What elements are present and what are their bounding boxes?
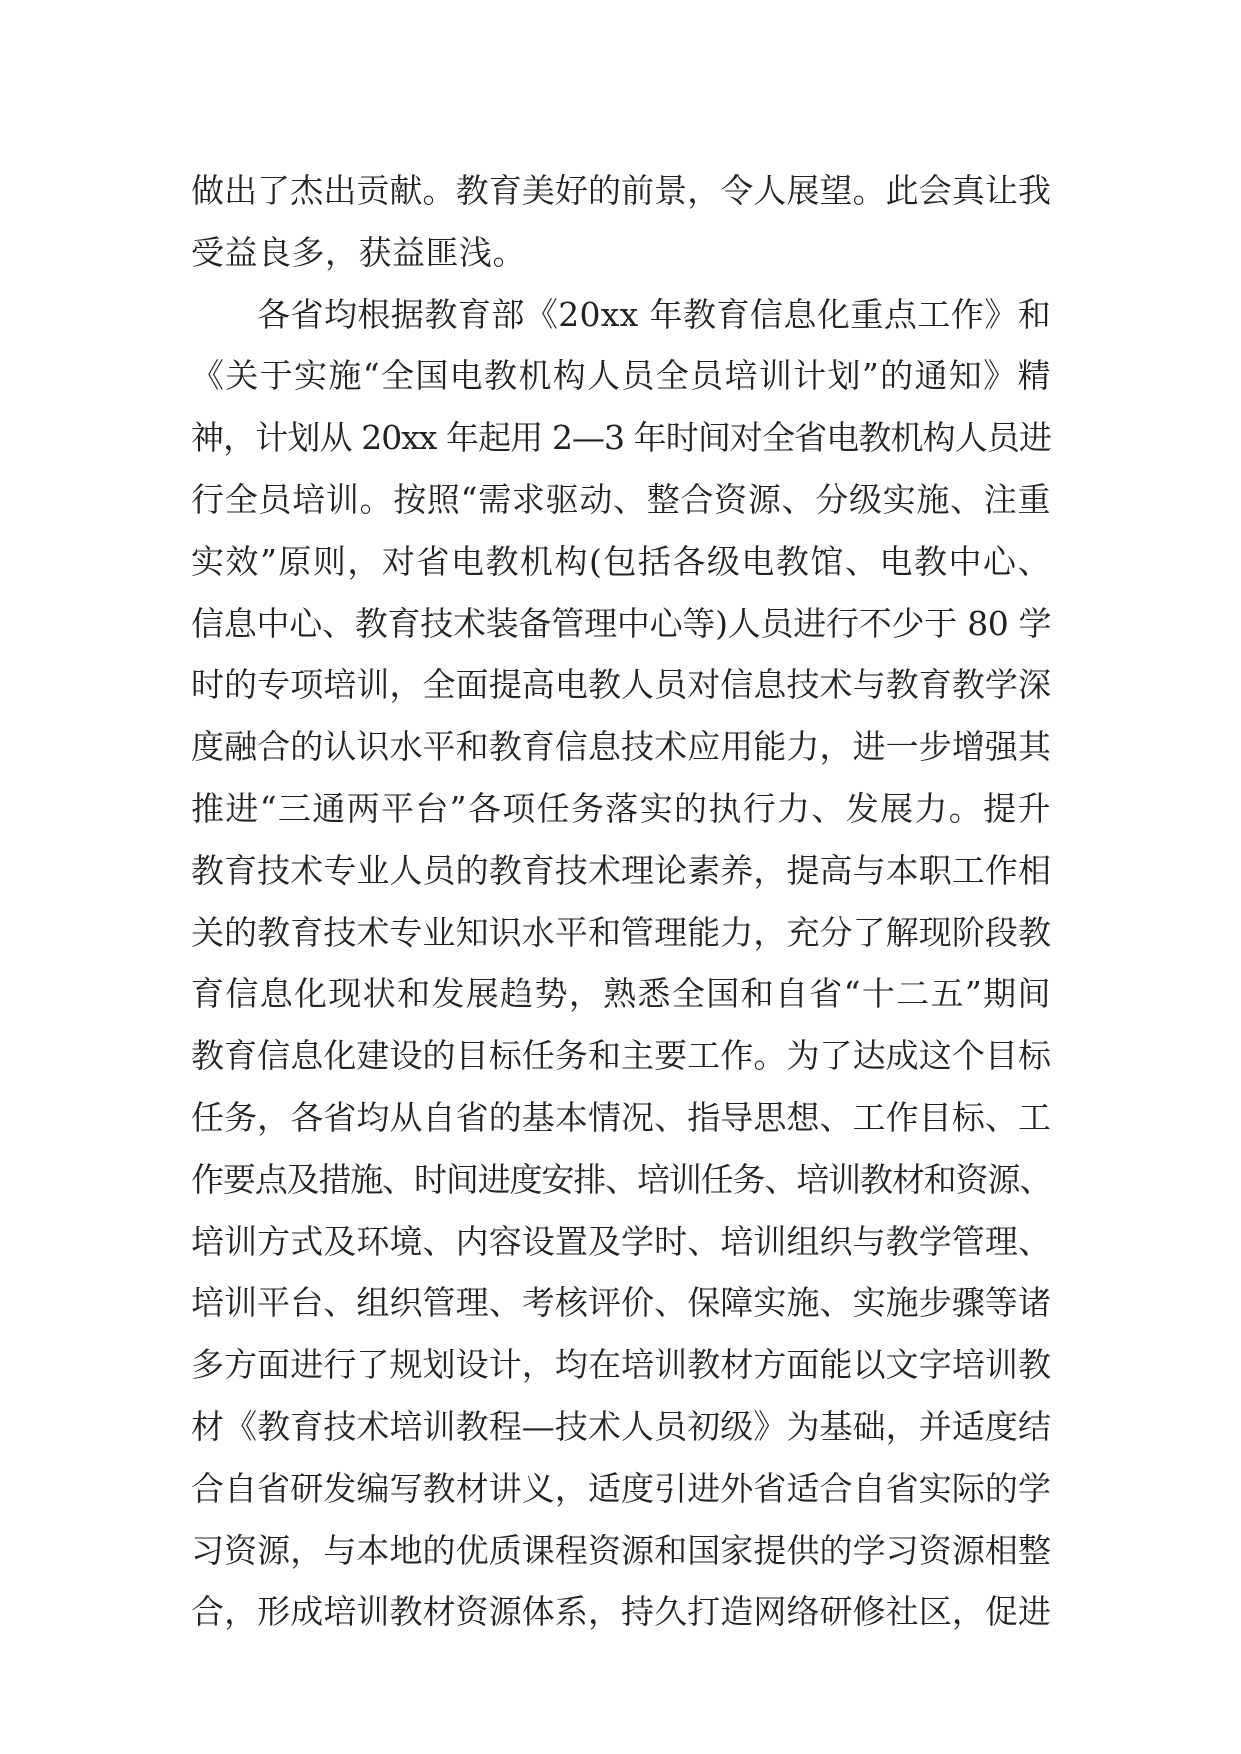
text-line: 受益良多，获益匪浅。 bbox=[191, 232, 526, 272]
text-line: 信息中心、教育技术装备管理中心等)人员进行不少于 80 学 bbox=[191, 603, 1051, 643]
text-line: 时的专项培训，全面提高电教人员对信息技术与教育教学深 bbox=[191, 665, 1051, 705]
text-line: 任务，各省均从自省的基本情况、指导思想、工作目标、工 bbox=[191, 1097, 1051, 1137]
text-line: 培训方式及环境、内容设置及学时、培训组织与教学管理、 bbox=[191, 1221, 1051, 1261]
text-line: 习资源，与本地的优质课程资源和国家提供的学习资源相整 bbox=[191, 1530, 1051, 1570]
text-line: 做出了杰出贡献。教育美好的前景，令人展望。此会真让我 bbox=[191, 171, 1051, 210]
text-line: 实效”原则，对省电教机构(包括各级电教馆、电教中心、 bbox=[191, 541, 1051, 581]
text-line: 度融合的认识水平和教育信息技术应用能力，进一步增强其 bbox=[191, 727, 1051, 767]
text-line: 合，形成培训教材资源体系，持久打造网络研修社区，促进 bbox=[191, 1592, 1051, 1632]
text-line: 合自省研发编写教材讲义，适度引进外省适合自省实际的学 bbox=[191, 1468, 1051, 1508]
paragraph-first-line: 各省均根据教育部《20xx 年教育信息化重点工作》和 bbox=[257, 294, 1051, 334]
text-line: 作要点及措施、时间进度安排、培训任务、培训教材和资源、 bbox=[191, 1159, 1051, 1199]
text-line: 行全员培训。按照“需求驱动、整合资源、分级实施、注重 bbox=[191, 479, 1051, 519]
text-line: 教育技术专业人员的教育技术理论素养，提高与本职工作相 bbox=[191, 850, 1051, 890]
text-line: 关的教育技术专业知识水平和管理能力，充分了解现阶段教 bbox=[191, 912, 1051, 952]
text-line: 育信息化现状和发展趋势，熟悉全国和自省“十二五”期间 bbox=[191, 974, 1051, 1014]
text-line: 教育信息化建设的目标任务和主要工作。为了达成这个目标 bbox=[191, 1036, 1051, 1076]
text-line: 推进“三通两平台”各项任务落实的执行力、发展力。提升 bbox=[191, 788, 1051, 828]
text-line: 神，计划从 20xx 年起用 2—3 年时间对全省电教机构人员进 bbox=[191, 418, 1051, 458]
text-line: 多方面进行了规划设计，均在培训教材方面能以文字培训教 bbox=[191, 1345, 1051, 1385]
text-line: 材《教育技术培训教程—技术人员初级》为基础，并适度结 bbox=[191, 1406, 1051, 1446]
text-line: 《关于实施“全国电教机构人员全员培训计划”的通知》精 bbox=[191, 356, 1051, 396]
body-text bbox=[191, 160, 1051, 1643]
text-line: 培训平台、组织管理、考核评价、保障实施、实施步骤等诸 bbox=[191, 1283, 1051, 1323]
